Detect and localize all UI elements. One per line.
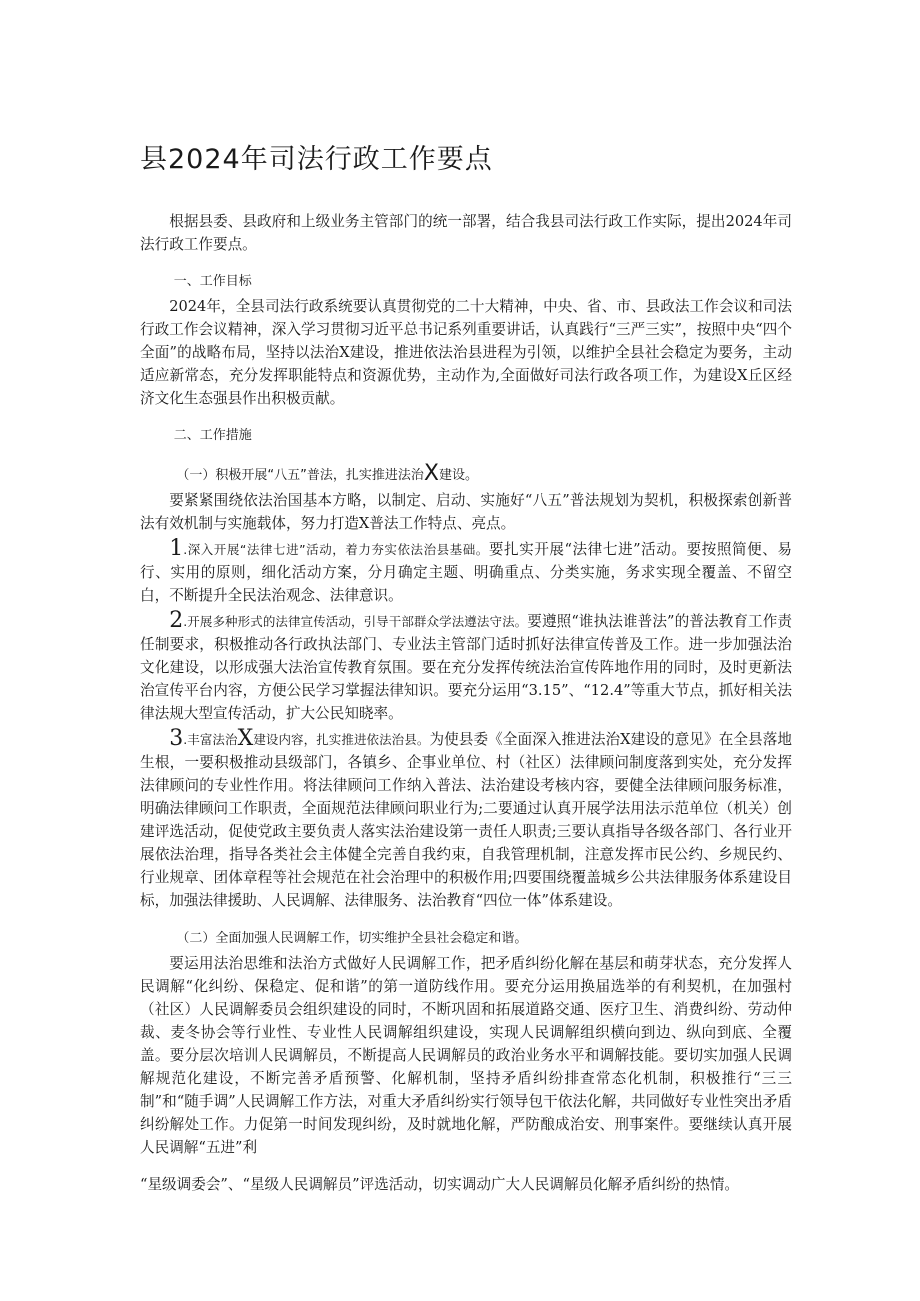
- subsection-1-heading-x: X: [423, 461, 439, 486]
- subsection-2-body: 要运用法治思维和法治方式做好人民调解工作，把矛盾纠纷化解在基层和萌芽状态，充分发挥人民调解“化纠纷、保稳定、促和谐”的第一道防线作用。要充分运用换届选举的有利契机，在加强村（社区）人民调解委员会组织建设的同时，不断巩固和拓展道路交通、医疗卫生、消费纠纷、劳动仲裁、麦冬协会等行业性、专业性人民调解组织建设，实现人民调解组织横向到边、纵向到底、全覆盖。要分层次培训人民调解员，不断提高人民调解员的政治业务水平和调解技能。要切实加强人民调解规范化建设，不断完善矛盾预警、化解机制，坚持矛盾纠纷排查常态化机制，积极推行“三三制”和“随手调”人民调解工作方法，对重大矛盾纠纷实行领导包干依法化解，共同做好专业性突出矛盾纠纷解处工作。力促第一时间发现纠纷，及时就地化解，严防酿成治安、刑事案件。要继续认真开展人民调解“五进”利: [140, 955, 792, 1156]
- item-1-number: 1: [169, 536, 184, 561]
- subsection-2-heading: （二）全面加强人民调解工作，切实维护全县社会稳定和谐。: [176, 931, 528, 946]
- item-2-number: 2: [169, 608, 184, 633]
- item-1-lead: .深入开展“法律七进”活动，着力夯实依法治县基础。: [183, 542, 489, 557]
- subsection-1-heading: [140, 461, 792, 489]
- item-2-lead: .开展多种形式的法律宣传活动，引导干部群众学法遵法守法。: [183, 614, 528, 629]
- item-3-paragraph: [140, 727, 792, 912]
- item-3-body: 为使县委《全面深入推进法治X建设的意见》在全县落地生根，一要积极推动县级部门，各镇乡、企事业单位、村（社区）法律顾问制度落到实处，充分发挥法律顾问的专业性作用。将法律顾问工作纳入普法、法治建设考核内容，要健全法律顾问服务标准，明确法律顾问工作职责，全面规范法律顾问职业行为;二要通过认真开展学法用法示范单位（机关）创建评选活动，促使党政主要负责人落实法治建设第一责任人职责;三要认真指导各级各部门、各行业开展依法治理，指导各类社会主体健全完善自我约束，自我管理机制，注意发挥市民公约、乡规民约、行业规章、团体章程等社会规范在社会治理中的积极作用;四要围绕覆盖城乡公共法律服务体系建设目标，加强法律援助、人民调解、法律服务、法治教育“四位一体”体系建设。: [140, 731, 792, 909]
- item-2-paragraph: [140, 609, 792, 725]
- item-1-paragraph: [140, 537, 792, 607]
- item-3-lead-part-b: 建设内容，扎实推进依法治县。: [253, 732, 430, 747]
- item-2-body: 要遵照“谁执法谁普法”的普法教育工作责任制要求，积极推动各行政执法部门、专业法主管部门适时抓好法律宣传普及工作。进一步加强法治文化建设，以形成强大法治宣传教育氛围。要在充分发挥传统法治宣传阵地作用的同时，及时更新法治宣传平台内容，方便公民学习掌握法律知识。要充分运用“3.15”、“12.4”等重大节点，抓好相关法律法规大型宣传活动，扩大公民知晓率。: [140, 613, 792, 722]
- document-page: [140, 140, 792, 1196]
- subsection-1-body: 要紧紧围绕依法治国基本方略，以制定、启动、实施好“八五”普法规划为契机，积极探索创新普法有效机制与实施载体，努力打造X普法工作特点、亮点。: [140, 492, 792, 532]
- subsection-1-heading-part-a: （一）积极开展“八五”普法，扎实推进法治: [176, 468, 424, 483]
- item-3-lead-part-a: .丰富法治: [183, 732, 238, 747]
- item-3-lead-x: X: [237, 726, 254, 751]
- subsection-2-body-tail: “星级调委会”、“星级人民调解员”评选活动，切实调动广大人民调解员化解矛盾纠纷的热情。: [140, 1176, 740, 1193]
- item-3-number: 3: [169, 726, 184, 751]
- section-1-body: 2024年，全县司法行政系统要认真贯彻党的二十大精神，中央、省、市、县政法工作会议和司法行政工作会议精神，深入学习贯彻习近平总书记系列重要讲话，认真践行“三严三实”，按照中央“四个全面”的战略布局，坚持以法治X建设，推进依法治县进程为引领，以维护全县社会稳定为要务，主动适应新常态，充分发挥职能特点和资源优势，主动作为,全面做好司法行政各项工作，为建设X丘区经济文化生态强县作出积极贡献。: [140, 298, 792, 407]
- section-2-heading: 二、工作措施: [173, 428, 252, 443]
- intro-paragraph: 根据县委、县政府和上级业务主管部门的统一部署，结合我县司法行政工作实际，提出2024年司法行政工作要点。: [140, 213, 792, 253]
- item-1-body: 要扎实开展“法律七进”活动。要按照简便、易行、实用的原则，细化活动方案，分月确定主题、明确重点、分类实施，务求实现全覆盖、不留空白，不断提升全民法治观念、法律意识。: [140, 541, 792, 604]
- subsection-1-heading-part-b: 建设。: [438, 468, 478, 483]
- document-title: 县2024年司法行政工作要点: [140, 144, 493, 175]
- section-1-heading: 一、工作目标: [173, 274, 252, 289]
